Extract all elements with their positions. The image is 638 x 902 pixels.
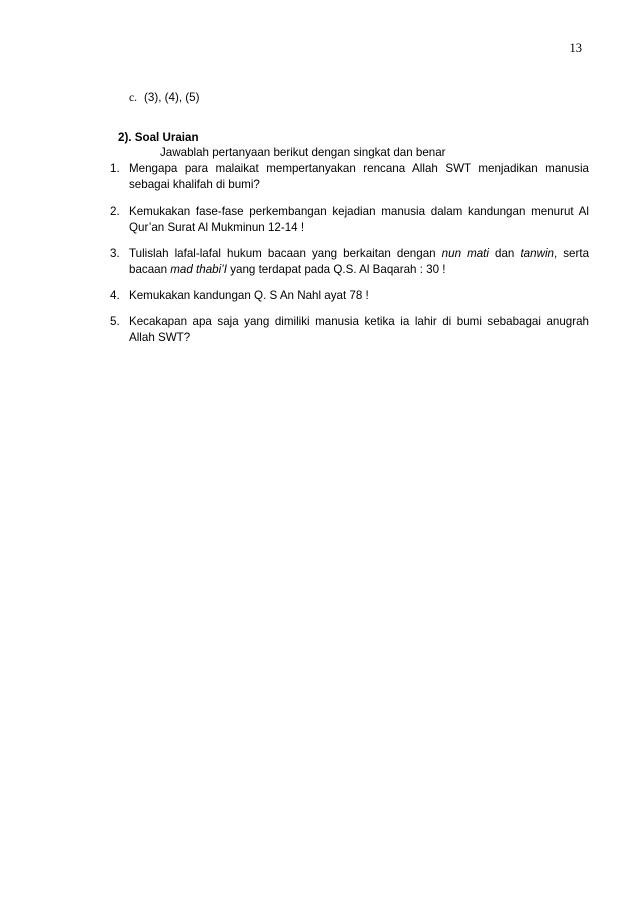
- question-item: [110, 288, 589, 304]
- question-text-part: , serta bacaan: [129, 247, 590, 276]
- question-number: 4.: [110, 289, 120, 302]
- question-text: Kemukakan kandungan Q. S An Nahl ayat 78 !: [129, 289, 369, 302]
- question-number: 2.: [110, 205, 120, 218]
- term-tanwin: tanwin: [520, 247, 554, 260]
- question-text: Kemukakan fase-fase perkembangan kejadian manusia dalam kandungan menurut Al Qur’an Surat Al Mukminun 12-14 !: [129, 205, 589, 234]
- question-text-part: dan: [488, 247, 521, 260]
- question-text: [129, 246, 589, 278]
- question-item: [110, 204, 589, 236]
- question-number: 1.: [110, 162, 120, 175]
- question-number: 5.: [110, 315, 120, 328]
- option-text: (3), (4), (5): [144, 91, 200, 104]
- question-item: [110, 161, 589, 193]
- page-number: 13: [569, 41, 582, 55]
- question-list: [110, 161, 589, 356]
- question-item: [110, 314, 589, 346]
- question-text: Kecakapan apa saja yang dimiliki manusia ketika ia lahir di bumi sebabagai anugrah Allah SWT?: [129, 315, 589, 344]
- question-number: 3.: [110, 247, 120, 260]
- term-mad-thabii: mad thabi’I: [170, 263, 227, 276]
- question-text-part: Tulislah lafal-lafal hukum bacaan yang berkaitan dengan: [129, 247, 442, 260]
- section-instruction: Jawablah pertanyaan berikut dengan singkat dan benar: [160, 146, 446, 159]
- answer-option-c: [129, 90, 199, 106]
- question-text-part: yang terdapat pada Q.S. Al Baqarah : 30 !: [226, 263, 446, 276]
- question-text: Mengapa para malaikat mempertanyakan rencana Allah SWT menjadikan manusia sebagai khalifah di bumi?: [129, 162, 589, 191]
- question-item: [110, 246, 589, 278]
- term-nun-mati: nun mati: [441, 247, 489, 260]
- option-letter: c.: [129, 91, 138, 104]
- section-title: 2). Soal Uraian: [118, 131, 199, 144]
